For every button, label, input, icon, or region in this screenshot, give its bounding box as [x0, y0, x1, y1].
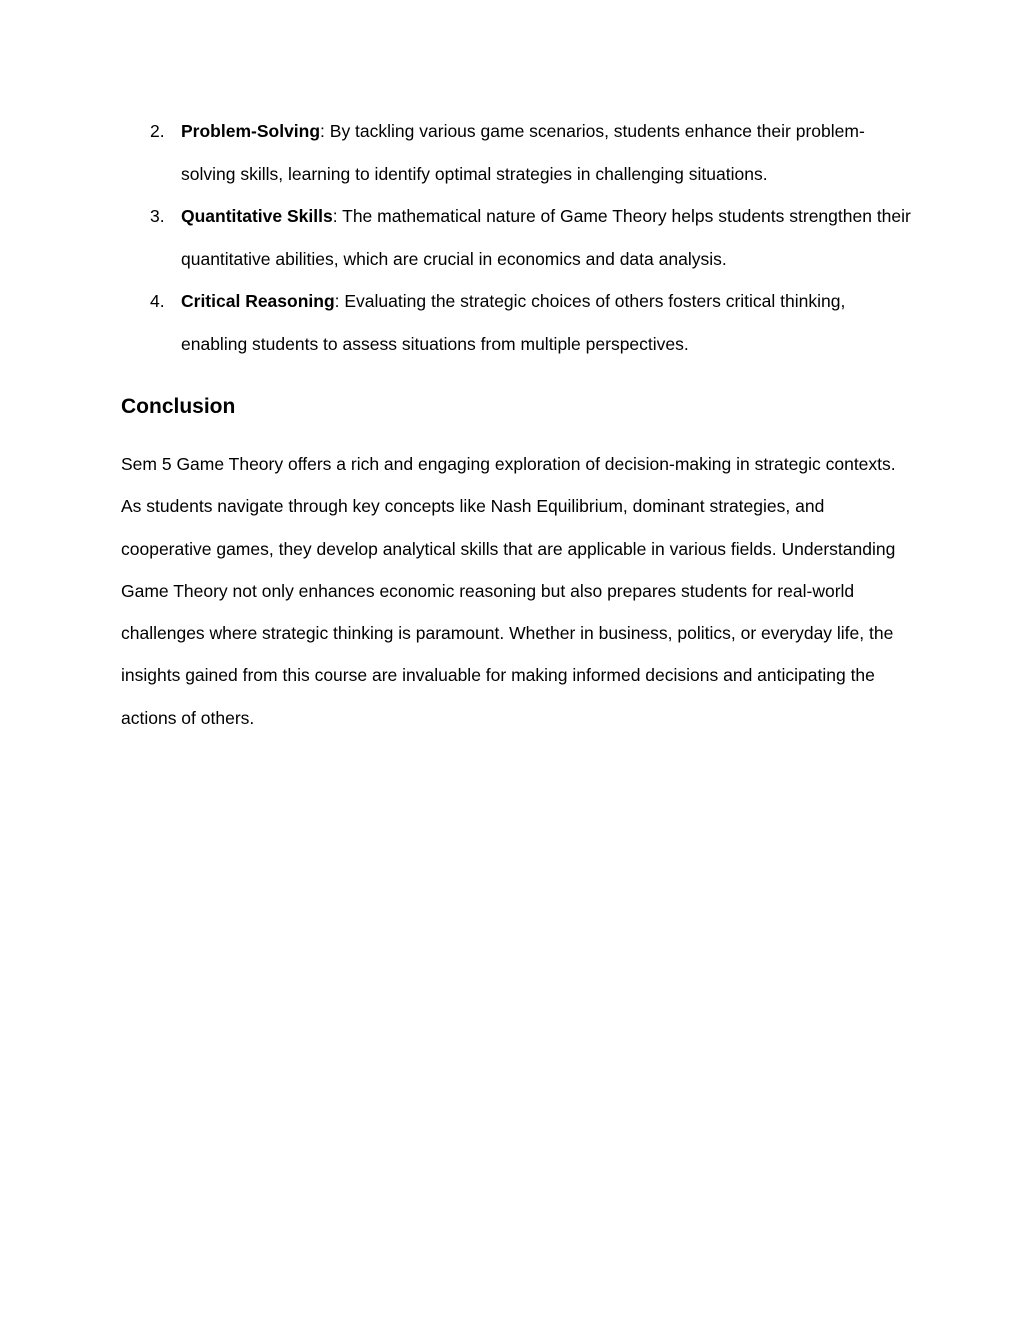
page-content: [121, 110, 911, 739]
conclusion-paragraph: Sem 5 Game Theory offers a rich and engaging exploration of decision-making in strategic contexts. As students navigate through key concepts like Nash Equilibrium, dominant strategies, and cooperative games, they develop analytical skills that are applicable in various fields. Understanding Game Theory not only enhances economic reasoning but also prepares students for real-world challenges where strategic thinking is paramount. Whether in business, politics, or everyday life, the insights gained from this course are invaluable for making informed decisions and anticipating the actions of others.: [121, 454, 896, 728]
list-item-term: Critical Reasoning: [181, 291, 335, 311]
list-item-number: 3.: [150, 206, 165, 226]
list-item: [121, 280, 911, 365]
list-item: [121, 110, 911, 195]
list-item-term: Problem-Solving: [181, 121, 321, 141]
skills-list: [121, 110, 911, 365]
list-item-number: 2.: [150, 121, 165, 141]
list-item: [121, 195, 911, 280]
list-item-text: : By tackling various game scenarios, students enhance their problem-solving skills, learning to identify optimal strategies in challenging situations.: [181, 121, 865, 184]
list-item-number: 4.: [150, 291, 165, 311]
list-item-term: Quantitative Skills: [181, 206, 333, 226]
list-item-text: : Evaluating the strategic choices of others fosters critical thinking, enabling students to assess situations from multiple perspectives.: [181, 291, 846, 354]
list-item-text: : The mathematical nature of Game Theory helps students strengthen their quantitative abilities, which are crucial in economics and data analysis.: [181, 206, 911, 269]
conclusion-heading: Conclusion: [121, 395, 236, 418]
